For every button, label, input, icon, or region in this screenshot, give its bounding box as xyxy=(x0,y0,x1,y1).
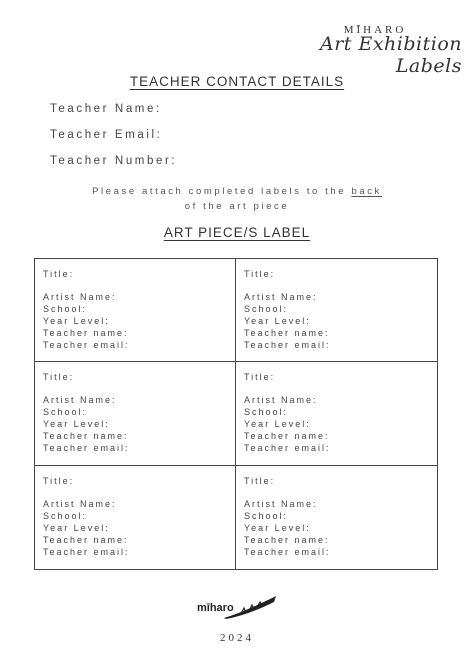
instruction-after: of the art piece xyxy=(184,201,290,212)
label-teacher-name-field: Teacher name: xyxy=(244,431,330,442)
label-teacher-email-field: Teacher email: xyxy=(43,340,130,350)
label-year-field: Year Level: xyxy=(43,419,110,430)
label-title-field: Title: xyxy=(43,475,75,486)
instruction-emphasis: back xyxy=(351,186,382,197)
label-title-field: Title: xyxy=(244,372,276,383)
label-teacher-email-field: Teacher email: xyxy=(43,546,130,557)
label-year-field: Year Level: xyxy=(244,419,311,430)
label-title-field: Title: xyxy=(43,269,75,279)
art-label-card xyxy=(35,362,236,465)
label-artist-field: Artist Name: xyxy=(244,498,318,509)
label-teacher-email-field: Teacher email: xyxy=(244,443,331,454)
label-teacher-name-field: Teacher name: xyxy=(244,328,330,338)
footer-year: 2024 xyxy=(220,632,254,644)
label-year-field: Year Level: xyxy=(244,316,311,326)
label-artist-field: Artist Name: xyxy=(43,498,117,509)
label-artist-field: Artist Name: xyxy=(244,292,318,302)
miharo-logo xyxy=(196,594,278,620)
label-teacher-name-field: Teacher name: xyxy=(43,431,129,442)
label-school-field: School: xyxy=(43,304,88,314)
label-teacher-email-field: Teacher email: xyxy=(244,546,331,557)
art-label-card xyxy=(236,259,437,362)
attach-instruction xyxy=(0,184,474,214)
brand-name: MĪHARO xyxy=(343,24,407,36)
label-year-field: Year Level: xyxy=(43,316,110,326)
label-grid xyxy=(34,258,438,570)
teacher-section-heading xyxy=(0,74,474,89)
label-school-field: School: xyxy=(244,510,289,521)
label-school-field: School: xyxy=(244,407,289,418)
label-teacher-name-field: Teacher name: xyxy=(43,328,129,338)
label-school-field: School: xyxy=(43,510,88,521)
label-title-field: Title: xyxy=(244,475,276,486)
label-artist-field: Artist Name: xyxy=(43,395,117,406)
label-school-field: School: xyxy=(244,304,289,314)
label-artist-field: Artist Name: xyxy=(244,395,318,406)
label-teacher-name-field: Teacher name: xyxy=(43,534,129,545)
art-label-card xyxy=(35,466,236,569)
logo-wordmark: mīharo xyxy=(197,602,234,614)
teacher-email-field: Teacher Email: xyxy=(50,129,163,141)
art-label-card xyxy=(236,362,437,465)
teacher-number-field: Teacher Number: xyxy=(50,155,178,167)
label-artist-field: Artist Name: xyxy=(43,292,117,302)
label-teacher-name-field: Teacher name: xyxy=(244,534,330,545)
label-school-field: School: xyxy=(43,407,88,418)
label-year-field: Year Level: xyxy=(43,522,110,533)
teacher-section-heading-text: TEACHER CONTACT DETAILS xyxy=(129,74,345,89)
label-title-field: Title: xyxy=(244,269,276,279)
teacher-name-field: Teacher Name: xyxy=(50,103,162,115)
labels-section-heading-text: ART PIECE/S LABEL xyxy=(163,225,311,240)
instruction-before: Please attach completed labels to the xyxy=(92,186,352,197)
art-label-card xyxy=(236,466,437,569)
label-year-field: Year Level: xyxy=(244,522,311,533)
labels-section-heading xyxy=(0,225,474,240)
art-label-card xyxy=(35,259,236,362)
label-teacher-email-field: Teacher email: xyxy=(43,443,130,454)
label-teacher-email-field: Teacher email: xyxy=(244,340,331,350)
brand-subtitle: Art Exhibition Labels xyxy=(319,33,462,77)
label-title-field: Title: xyxy=(43,372,75,383)
